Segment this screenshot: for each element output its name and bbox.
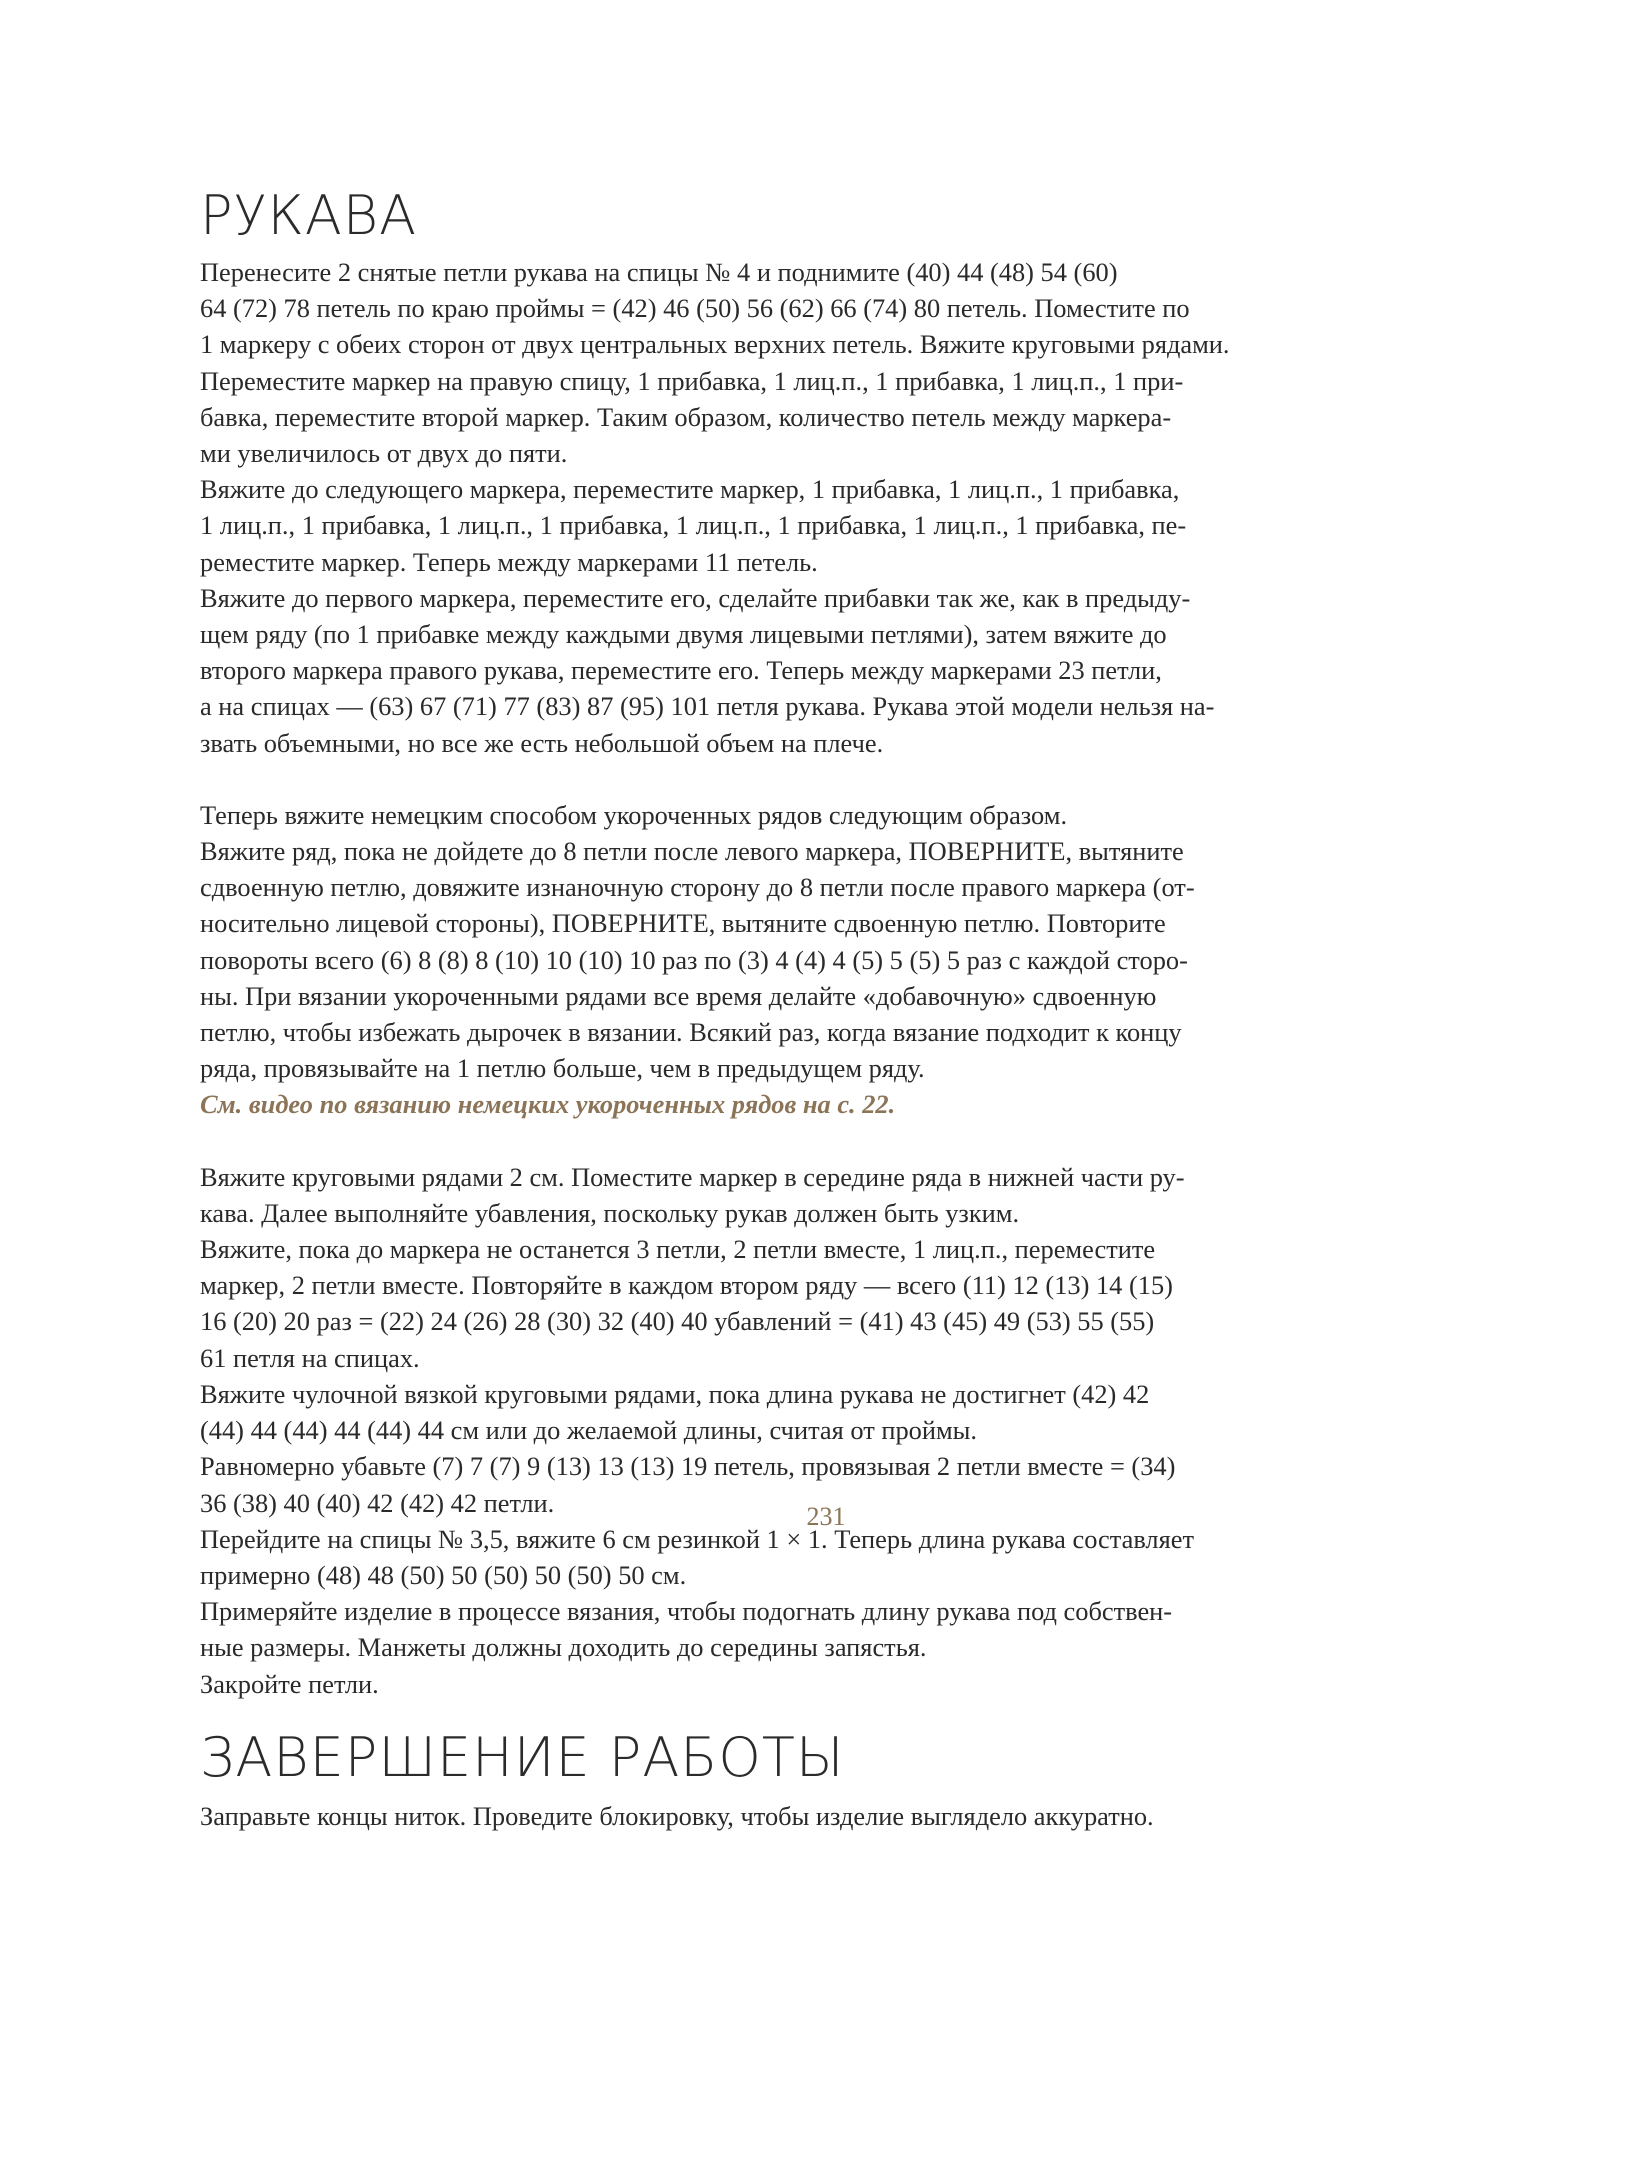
text-line: петлю, чтобы избежать дырочек в вязании. Всякий раз, когда вязание подходит к концу [200, 1017, 1182, 1048]
text-line: 1 маркеру с обеих сторон от двух центральных верхних петель. Вяжите круговыми рядами. [200, 329, 1230, 360]
paragraph-gap [200, 761, 1386, 797]
text-line: Вяжите чулочной вязкой круговыми рядами, пока длина рукава не достигнет (42) 42 [200, 1378, 1150, 1409]
text-line: а на спицах — (63) 67 (71) 77 (83) 87 (95) 101 петля рукава. Рукава этой модели нельзя на- [200, 691, 1215, 722]
text-line: повороты всего (6) 8 (8) 8 (10) 10 (10) 10 раз по (3) 4 (4) 4 (5) 5 (5) 5 раз с каждой сторо- [200, 944, 1188, 975]
text-line: ные размеры. Манжеты должны доходить до середины запястья. [200, 1632, 927, 1663]
sleeves-paragraph-3 [200, 1159, 1386, 1702]
text-line: Закройте петли. [200, 1668, 379, 1699]
video-reference-link: См. видео по вязанию немецких укороченных рядов на с. 22. [200, 1089, 896, 1120]
text-line: второго маркера правого рукава, переместите его. Теперь между маркерами 23 петли, [200, 655, 1162, 686]
text-line: Перенесите 2 снятые петли рукава на спицы № 4 и поднимите (40) 44 (48) 54 (60) [200, 257, 1118, 287]
text-line: Переместите маркер на правую спицу, 1 прибавка, 1 лиц.п., 1 прибавка, 1 лиц.п., 1 при- [200, 365, 1184, 396]
text-line: 36 (38) 40 (40) 42 (42) 42 петли. [200, 1487, 555, 1518]
text-line: Равномерно убавьте (7) 7 (7) 9 (13) 13 (13) 19 петель, провязывая 2 петли вместе = (34) [200, 1451, 1176, 1482]
text-line: ми увеличилось от двух до пяти. [200, 438, 568, 469]
section-title-finishing: ЗАВЕРШЕНИЕ РАБОТЫ [200, 1725, 845, 1789]
text-line: кава. Далее выполняйте убавления, поскольку рукав должен быть узким. [200, 1197, 1020, 1228]
text-line: Вяжите ряд, пока не дойдете до 8 петли после левого маркера, ПОВЕРНИТЕ, вытяните [200, 836, 1184, 867]
text-line: Вяжите, пока до маркера не останется 3 петли, 2 петли вместе, 1 лиц.п., переместите [200, 1234, 1156, 1265]
page-number: 231 [806, 1502, 846, 1531]
sleeves-paragraph-2 [200, 797, 1386, 1123]
text-line: Вяжите круговыми рядами 2 см. Поместите маркер в середине ряда в нижней части ру- [200, 1161, 1185, 1192]
text-line: Примеряйте изделие в процессе вязания, чтобы подогнать длину рукава под собствен- [200, 1596, 1173, 1627]
text-line: примерно (48) 48 (50) 50 (50) 50 (50) 50 см. [200, 1559, 687, 1590]
section-title-sleeves: РУКАВА [200, 184, 418, 247]
text-line: бавка, переместите второй маркер. Таким образом, количество петель между маркера- [200, 401, 1172, 432]
page-content [200, 178, 1386, 1834]
text-line: ны. При вязании укороченными рядами все время делайте «добавочную» сдвоенную [200, 980, 1157, 1011]
text-line: щем ряду (по 1 прибавке между каждыми двумя лицевыми петлями), затем вяжите до [200, 619, 1167, 650]
text-line: Теперь вяжите немецким способом укороченных рядов следующим образом. [200, 799, 1068, 830]
text-line: Заправьте концы ниток. Проведите блокировку, чтобы изделие выглядело аккуратно. [200, 1800, 1154, 1831]
text-line: 1 лиц.п., 1 прибавка, 1 лиц.п., 1 прибавка, 1 лиц.п., 1 прибавка, 1 лиц.п., 1 прибавка, пе- [200, 510, 1187, 541]
text-line: 16 (20) 20 раз = (22) 24 (26) 28 (30) 32 (40) 40 убавлений = (41) 43 (45) 49 (53) 55 (55) [200, 1306, 1155, 1337]
finishing-paragraph [200, 1798, 1386, 1834]
text-line: 61 петля на спицах. [200, 1342, 420, 1373]
text-line: маркер, 2 петли вместе. Повторяйте в каждом втором ряду — всего (11) 12 (13) 14 (15) [200, 1270, 1173, 1301]
text-line: (44) 44 (44) 44 (44) 44 см или до желаемой длины, считая от проймы. [200, 1415, 978, 1446]
text-line: 64 (72) 78 петель по краю проймы = (42) 46 (50) 56 (62) 66 (74) 80 петель. Поместите по [200, 293, 1190, 324]
text-line: Перейдите на спицы № 3,5, вяжите 6 см резинкой 1 × 1. Теперь длина рукава составляет [200, 1523, 1194, 1554]
text-line: Вяжите до следующего маркера, переместите маркер, 1 прибавка, 1 лиц.п., 1 прибавка, [200, 474, 1180, 505]
text-line: реместите маркер. Теперь между маркерами 11 петель. [200, 546, 818, 577]
text-line: сдвоенную петлю, довяжите изнаночную сторону до 8 петли после правого маркера (от- [200, 872, 1195, 903]
text-line: Вяжите до первого маркера, переместите его, сделайте прибавки так же, как в предыду- [200, 582, 1191, 613]
text-line: ряда, провязывайте на 1 петлю больше, чем в предыдущем ряду. [200, 1053, 925, 1084]
text-line: носительно лицевой стороны), ПОВЕРНИТЕ, вытяните сдвоенную петлю. Повторите [200, 908, 1166, 939]
sleeves-paragraph-1 [200, 254, 1386, 761]
paragraph-gap [200, 1123, 1386, 1159]
text-line: звать объемными, но все же есть небольшой объем на плече. [200, 727, 884, 758]
